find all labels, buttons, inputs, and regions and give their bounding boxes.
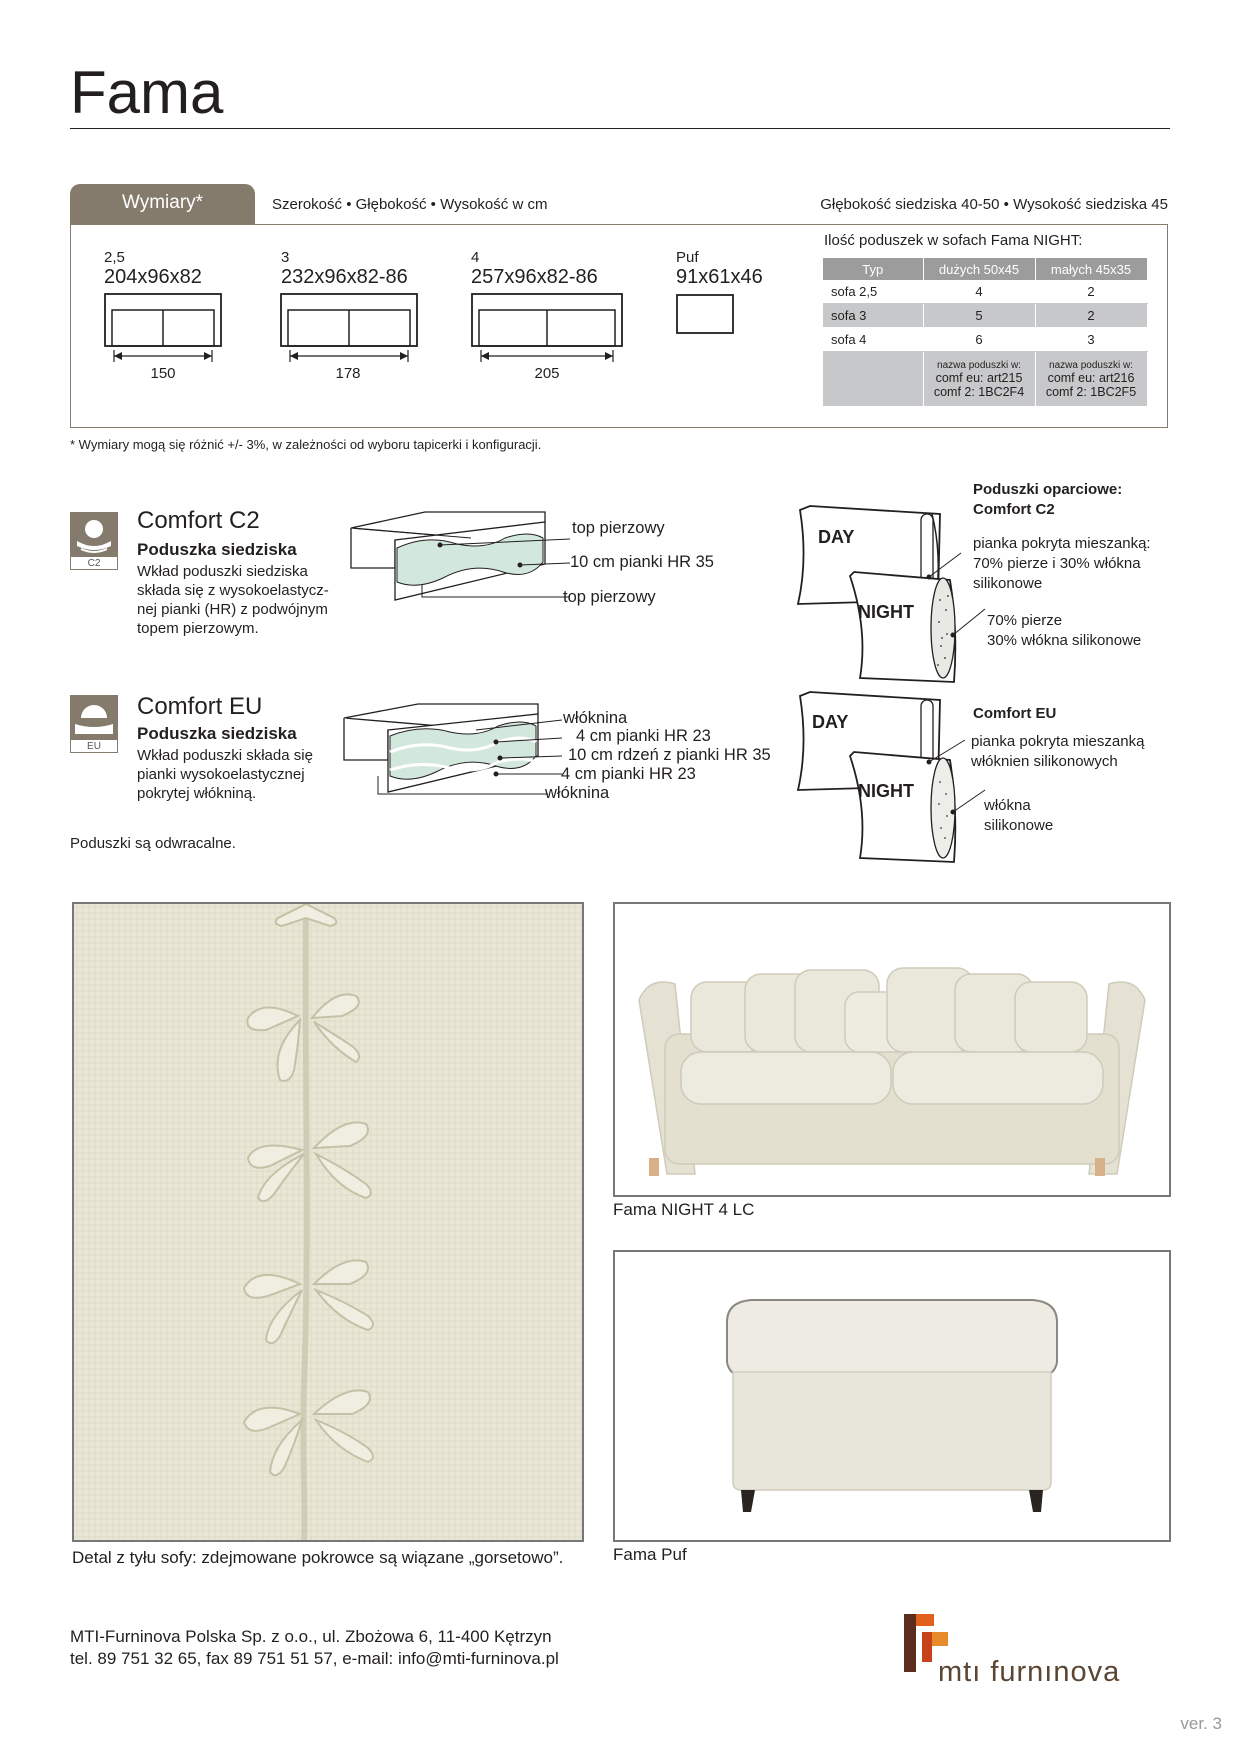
puf-outline bbox=[674, 292, 738, 338]
puf-photo bbox=[613, 1250, 1171, 1542]
table-cell: sofa 2,5 bbox=[823, 280, 923, 304]
c2-day-label: DAY bbox=[818, 527, 855, 547]
description-line: topem pierzowym. bbox=[137, 620, 259, 637]
eu-night-label: NIGHT bbox=[858, 781, 914, 801]
dimensions-footnote: * Wymiary mogą się różnić +/- 3%, w zależności od wyboru tapicerki i konfiguracji. bbox=[70, 437, 542, 452]
sofa-caption: Fama NIGHT 4 LC bbox=[613, 1200, 755, 1219]
description-line: składa się z wysokoelastycz- bbox=[137, 582, 329, 599]
cushion-name-eu: comf eu: art216 bbox=[1047, 370, 1135, 385]
description-line: Wkład poduszki składa się bbox=[137, 747, 313, 764]
cushion-name-eu: comf eu: art215 bbox=[935, 370, 1023, 385]
sofa-photo bbox=[613, 902, 1171, 1197]
eu-layer-label: 4 cm pianki HR 23 bbox=[576, 727, 711, 745]
table-cell: 2 bbox=[1035, 304, 1147, 328]
comfort-c2-title: Comfort C2 bbox=[137, 507, 260, 534]
model-label-puf: Puf bbox=[676, 249, 699, 266]
description-line: 70% pierze bbox=[987, 612, 1063, 629]
description-line: pianki wysokoelastycznej bbox=[137, 766, 305, 783]
table-row bbox=[823, 328, 1147, 352]
eu-layer-label: włóknina bbox=[563, 709, 628, 727]
description-line: 30% włókna silikonowe bbox=[987, 632, 1142, 649]
puf-caption: Fama Puf bbox=[613, 1545, 687, 1564]
c2-night-pillow-description bbox=[987, 611, 1141, 651]
puf-image bbox=[615, 1252, 1169, 1540]
table-cell bbox=[823, 352, 923, 407]
corset-detail-photo bbox=[72, 902, 584, 1542]
version-label: ver. 3 bbox=[1180, 1714, 1222, 1733]
comfort-eu-title: Comfort EU bbox=[137, 693, 263, 720]
model-size-puf: 91x61x46 bbox=[676, 266, 763, 288]
eu-layer-label: 4 cm pianki HR 23 bbox=[561, 765, 696, 783]
eu-layer-label: 10 cm rdzeń z pianki HR 35 bbox=[568, 746, 771, 764]
description-line: włókna bbox=[984, 797, 1031, 814]
comfort-c2-description bbox=[137, 562, 329, 638]
description-line: Wkład poduszki siedziska bbox=[137, 563, 308, 580]
page-title: Fama bbox=[70, 59, 224, 126]
column-header: dużych 50x45 bbox=[923, 258, 1035, 280]
corset-detail-caption: Detal z tyłu sofy: zdejmowane pokrowce są wiązane „gorsetowo”. bbox=[72, 1548, 564, 1567]
c2-layer-label: top pierzowy bbox=[563, 588, 656, 606]
mti-furninova-logo-text: mtı furnınova bbox=[938, 1656, 1121, 1688]
c2-layer-label: 10 cm pianki HR 35 bbox=[570, 553, 714, 571]
model-label-3: 3 bbox=[281, 249, 290, 266]
c2-pillow-description bbox=[973, 534, 1151, 594]
seat-width-3: 178 bbox=[335, 365, 361, 382]
cushion-count-table bbox=[823, 258, 1148, 407]
description-line: włóknien silikonowych bbox=[971, 753, 1118, 770]
c2-layer-leaders bbox=[420, 525, 575, 607]
table-header-row bbox=[823, 258, 1147, 280]
corset-ties-image bbox=[74, 904, 582, 1540]
comfort-c2-badge bbox=[70, 512, 118, 570]
eu-pillow-heading: Comfort EU bbox=[973, 705, 1057, 722]
heading-line: Comfort C2 bbox=[973, 501, 1055, 518]
cushion-name-label: nazwa poduszki w: bbox=[937, 359, 1021, 371]
table-cell: 2 bbox=[1035, 280, 1147, 304]
description-line: pianka pokryta mieszanką bbox=[971, 733, 1145, 750]
seat-width-4: 205 bbox=[534, 365, 560, 382]
cushion-name-label: nazwa poduszki w: bbox=[1049, 359, 1133, 371]
description-line: pianka pokryta mieszanką: bbox=[973, 535, 1151, 552]
seat-width-2-5: 150 bbox=[150, 365, 176, 382]
table-cell: sofa 4 bbox=[823, 328, 923, 352]
title-divider bbox=[70, 128, 1170, 129]
cushion-name-c2: comf 2: 1BC2F4 bbox=[933, 384, 1025, 399]
table-cell: 6 bbox=[923, 328, 1035, 352]
description-line: silikonowe bbox=[984, 817, 1054, 834]
table-cell: sofa 3 bbox=[823, 304, 923, 328]
column-header: małych 45x35 bbox=[1035, 258, 1147, 280]
column-header: Typ bbox=[823, 258, 923, 280]
contact-line: tel. 89 751 32 65, fax 89 751 51 57, e-mail: info@mti-furninova.pl bbox=[70, 1649, 559, 1668]
eu-pillow-description bbox=[971, 732, 1144, 772]
description-line: pokrytej włókniną. bbox=[137, 785, 257, 802]
comfort-eu-subtitle: Poduszka siedziska bbox=[137, 724, 297, 743]
cushion-name-c2: comf 2: 1BC2F5 bbox=[1045, 384, 1137, 399]
address-line: MTI-Furninova Polska Sp. z o.o., ul. Zbożowa 6, 11-400 Kętrzyn bbox=[70, 1627, 552, 1646]
sofa-4-outline bbox=[467, 290, 627, 370]
seat-comfort-icon bbox=[71, 696, 117, 740]
c2-layer-label: top pierzowy bbox=[572, 519, 665, 537]
description-line: 70% pierze i 30% włókna bbox=[973, 555, 1141, 572]
table-cell bbox=[923, 352, 1035, 407]
seat-dimensions-note: Głębokość siedziska 40-50 • Wysokość siedziska 45 bbox=[820, 196, 1168, 213]
seat-comfort-icon bbox=[71, 513, 117, 557]
c2-night-label: NIGHT bbox=[858, 602, 914, 622]
company-address bbox=[70, 1626, 559, 1670]
sofa-2-5-outline bbox=[100, 290, 230, 370]
model-size-2-5: 204x96x82 bbox=[104, 266, 202, 288]
comfort-c2-subtitle: Poduszka siedziska bbox=[137, 540, 297, 559]
reversible-note: Poduszki są odwracalne. bbox=[70, 835, 236, 852]
eu-night-pillow-description bbox=[984, 796, 1053, 836]
sofa-3-outline bbox=[276, 290, 426, 370]
model-size-4: 257x96x82-86 bbox=[471, 266, 598, 288]
sofa-image bbox=[615, 904, 1169, 1195]
comfort-code: C2 bbox=[87, 558, 101, 569]
description-line: nej pianki (HR) z podwójnym bbox=[137, 601, 328, 618]
dimensions-tab: Wymiary* bbox=[70, 184, 255, 224]
model-label-2-5: 2,5 bbox=[104, 249, 125, 266]
comfort-eu-description bbox=[137, 746, 313, 803]
comfort-eu-badge bbox=[70, 695, 118, 753]
comfort-code: EU bbox=[87, 741, 101, 752]
description-line: silikonowe bbox=[973, 575, 1043, 592]
eu-layer-leaders bbox=[376, 712, 566, 802]
model-size-3: 232x96x82-86 bbox=[281, 266, 408, 288]
table-cell: 3 bbox=[1035, 328, 1147, 352]
table-cell: 5 bbox=[923, 304, 1035, 328]
table-cell bbox=[1035, 352, 1147, 407]
dimensions-units-note: Szerokość • Głębokość • Wysokość w cm bbox=[272, 196, 548, 213]
cushion-count-title: Ilość poduszek w sofach Fama NIGHT: bbox=[824, 232, 1083, 249]
eu-day-label: DAY bbox=[812, 712, 849, 732]
c2-pillow-heading bbox=[973, 480, 1122, 520]
eu-layer-label: włóknina bbox=[545, 784, 610, 802]
heading-line: Poduszki oparciowe: bbox=[973, 481, 1123, 498]
table-row bbox=[823, 304, 1147, 328]
table-cell: 4 bbox=[923, 280, 1035, 304]
table-row bbox=[823, 352, 1147, 407]
table-row bbox=[823, 280, 1147, 304]
model-label-4: 4 bbox=[471, 249, 480, 266]
